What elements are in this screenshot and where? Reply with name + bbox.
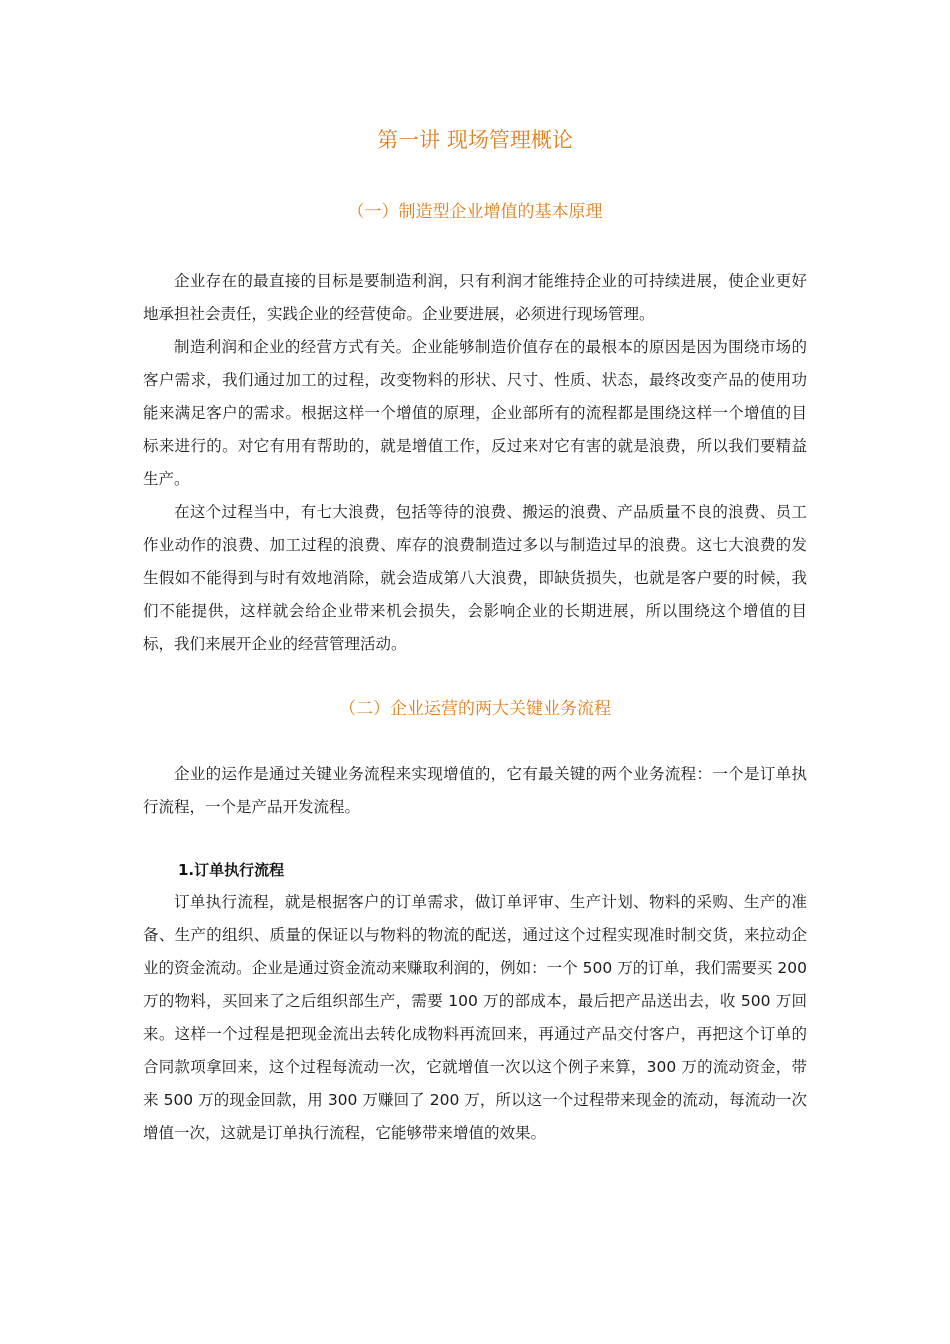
subsection-body — [143, 886, 807, 1150]
page-title: 第一讲 现场管理概论 — [377, 128, 573, 152]
section-1-body — [143, 265, 807, 661]
paragraph: 在这个过程当中，有七大浪费，包括等待的浪费、搬运的浪费、产品质量不良的浪费、员工作业动作的浪费、加工过程的浪费、库存的浪费制造过多以与制造过早的浪费。这七大浪费的发生假如不能得到与时有效地消除，就会造成第八大浪费，即缺货损失，也就是客户要的时候，我们不能提供，这样就会给企业带来机会损失，会影响企业的长期进展，所以围绕这个增值的目标，我们来展开企业的经营管理活动。 — [143, 503, 807, 653]
section-2-body — [143, 758, 807, 824]
paragraph: 企业的运作是通过关键业务流程来实现增值的，它有最关键的两个业务流程：一个是订单执行流程，一个是产品开发流程。 — [143, 765, 807, 816]
subsection-heading: 1.订单执行流程 — [178, 861, 285, 879]
section-heading-1: （一）制造型企业增值的基本原理 — [347, 202, 603, 222]
section-heading-2: （二）企业运营的两大关键业务流程 — [339, 699, 611, 719]
paragraph: 企业存在的最直接的目标是要制造利润，只有利润才能维持企业的可持续进展，使企业更好地承担社会责任，实践企业的经营使命。企业要进展，必须进行现场管理。 — [143, 272, 807, 323]
paragraph: 制造利润和企业的经营方式有关。企业能够制造价值存在的最根本的原因是因为围绕市场的客户需求，我们通过加工的过程，改变物料的形状、尺寸、性质、状态，最终改变产品的使用功能来满足客户的需求。根据这样一个增值的原理，企业部所有的流程都是围绕这样一个增值的目标来进行的。对它有用有帮助的，就是增值工作，反过来对它有害的就是浪费，所以我们要精益生产。 — [143, 338, 807, 488]
paragraph: 订单执行流程，就是根据客户的订单需求，做订单评审、生产计划、物料的采购、生产的准备、生产的组织、质量的保证以与物料的物流的配送，通过这个过程实现准时制交货，来拉动企业的资金流动。企业是通过资金流动来赚取利润的，例如：一个 500 万的订单，我们需要买 200 万的物料，买回来了之后组织部生产，需要 100 万的部成本，最后把产品送出去，收 500 万回来。这样一个过程是把现金流出去转化成物料再流回来，再通过产品交付客户，再把这个订单的合同款项拿回来，这个过程每流动一次，它就增值一次以这个例子来算，300 万的流动资金，带来 500 万的现金回款，用 300 万赚回了 200 万，所以这一个过程带来现金的流动，每流动一次增值一次，这就是订单执行流程，它能够带来增值的效果。 — [143, 893, 807, 1142]
